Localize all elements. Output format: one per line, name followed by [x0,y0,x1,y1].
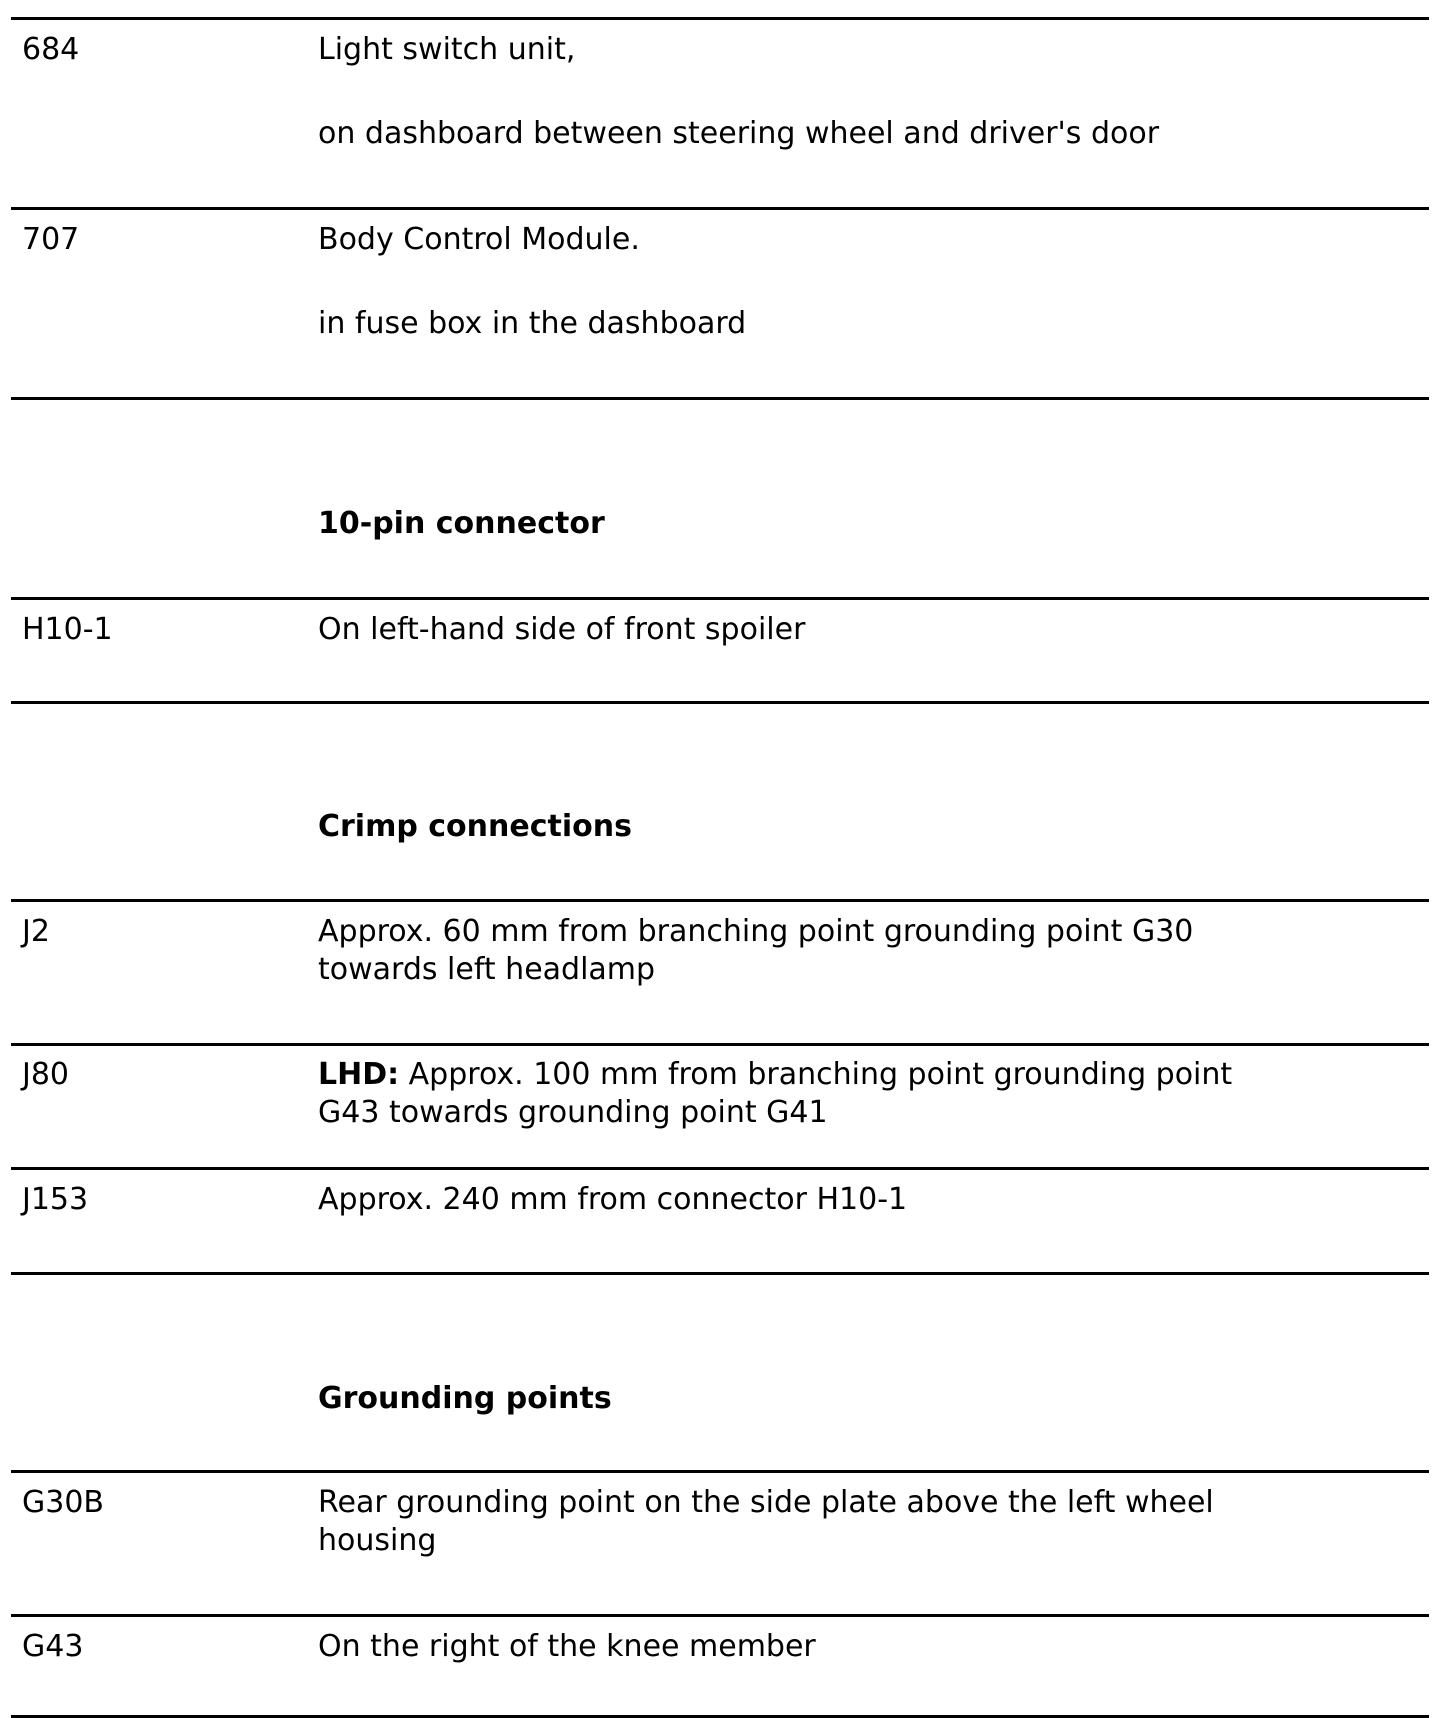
row-code-j80: J80 [22,1057,70,1092]
table-rule [11,1470,1429,1473]
row-desc-707-line2: in fuse box in the dashboard [318,306,747,341]
row-code-h10-1: H10-1 [22,612,113,647]
table-rule [11,899,1429,902]
lhd-label: LHD: [318,1057,400,1092]
table-rule [11,597,1429,600]
row-desc-684-line2: on dashboard between steering wheel and driver's door [318,116,1160,151]
row-code-684: 684 [22,32,80,67]
table-rule [11,701,1429,704]
table-rule [11,1272,1429,1275]
row-code-j2: J2 [22,914,50,949]
row-desc-h10-1: On left-hand side of front spoiler [318,612,806,647]
table-rule [11,1167,1429,1170]
row-desc-j153: Approx. 240 mm from connector H10-1 [318,1182,908,1217]
row-desc-j80 [318,1056,1238,1132]
section-heading-grounding: Grounding points [318,1381,612,1416]
row-desc-g43: On the right of the knee member [318,1629,816,1664]
section-heading-crimp: Crimp connections [318,809,632,844]
table-rule [11,207,1429,210]
row-desc-j80-text: Approx. 100 mm from branching point grounding point G43 towards grounding point G41 [318,1057,1233,1130]
row-code-707: 707 [22,222,80,257]
section-heading-connector: 10-pin connector [318,506,605,541]
row-desc-g30b: Rear grounding point on the side plate above the left wheel housing [318,1485,1214,1558]
row-code-j153: J153 [22,1182,89,1217]
row-desc-707-line1: Body Control Module. [318,222,640,257]
row-code-g43: G43 [22,1629,84,1664]
table-rule [11,1614,1429,1617]
row-desc-j2: Approx. 60 mm from branching point grounding point G30 towards left headlamp [318,914,1194,987]
table-rule [11,1043,1429,1046]
table-rule [11,17,1429,20]
row-desc-684-line1: Light switch unit, [318,32,576,67]
table-rule [11,397,1429,400]
row-code-g30b: G30B [22,1485,105,1520]
